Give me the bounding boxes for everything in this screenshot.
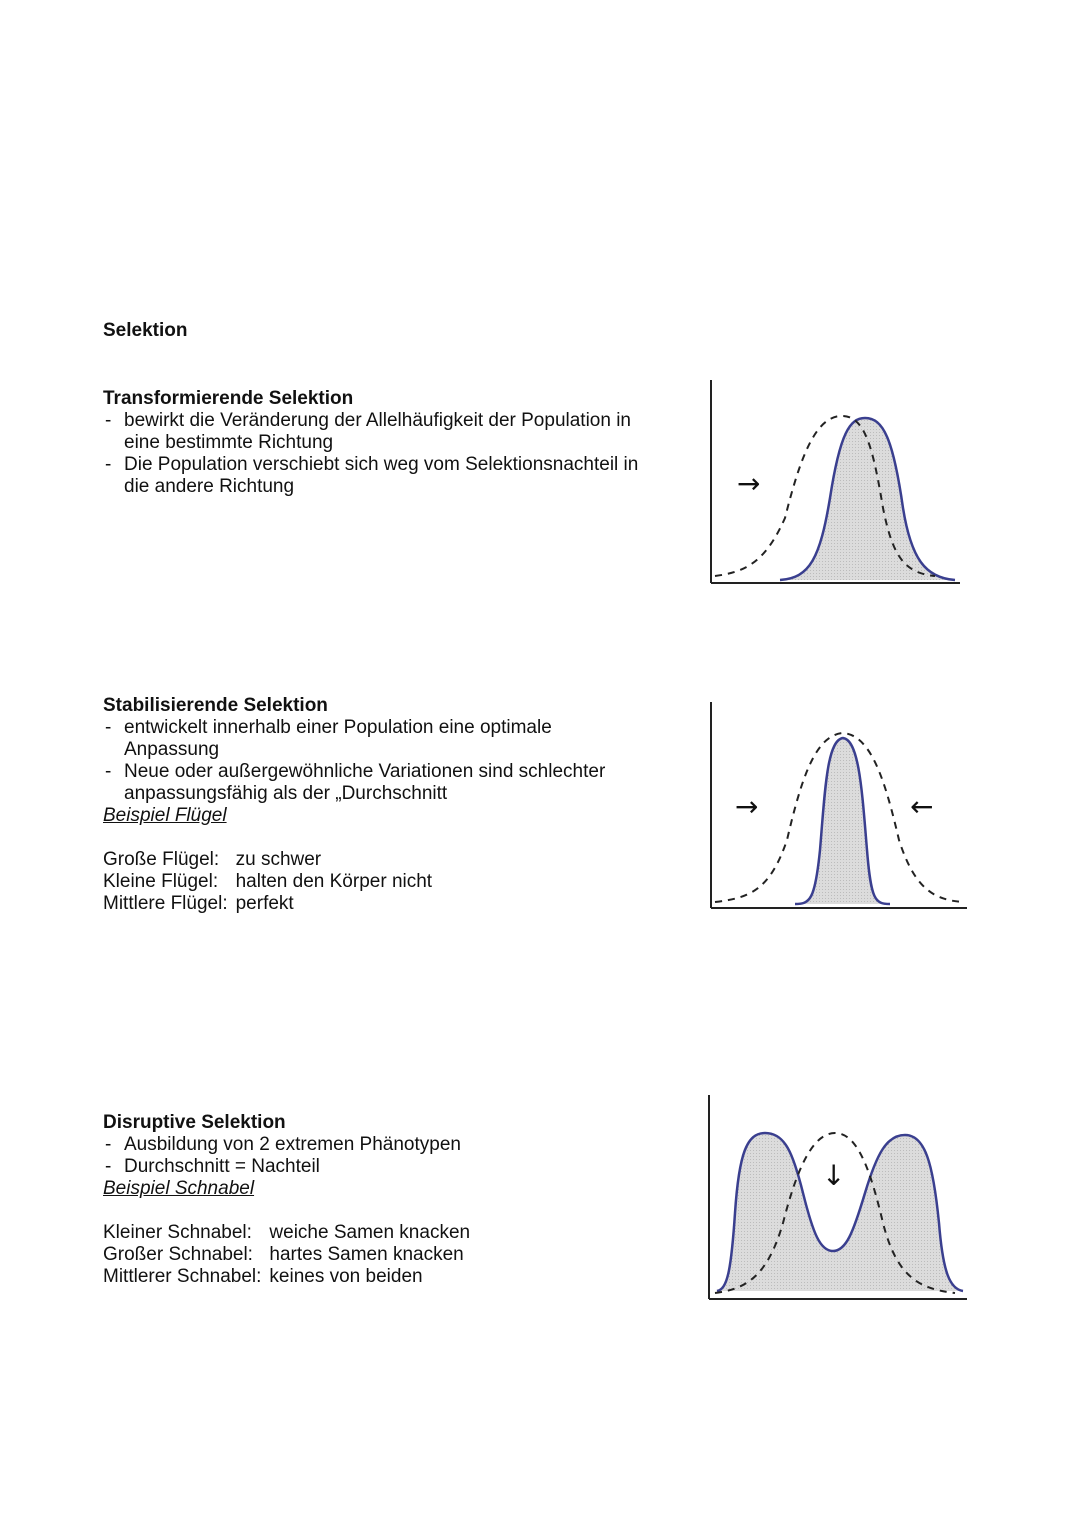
example-value: keines von beiden	[269, 1266, 423, 1287]
example-row	[103, 893, 432, 915]
disruptive-selection-diagram	[705, 1093, 970, 1305]
section-stabilisierende	[103, 695, 693, 915]
section-heading: Disruptive Selektion	[103, 1112, 286, 1133]
example-value: hartes Samen knacken	[269, 1244, 464, 1265]
example-table	[103, 1222, 470, 1288]
example-label: Kleiner Schnabel:	[103, 1222, 252, 1243]
example-row	[103, 849, 432, 871]
section-transformierende	[103, 388, 693, 498]
example-label: Mittlere Flügel:	[103, 893, 228, 914]
example-row	[103, 1266, 470, 1288]
bullet-item	[103, 761, 693, 805]
bullet-line: eine bestimmte Richtung	[124, 432, 334, 453]
section-disruptive	[103, 1112, 693, 1288]
left-arrow-icon: ←	[910, 790, 934, 823]
bullet-line: die andere Richtung	[124, 476, 295, 497]
bullet-item	[103, 717, 693, 761]
section-heading: Stabilisierende Selektion	[103, 695, 328, 716]
example-label: Großer Schnabel:	[103, 1244, 253, 1265]
section-heading: Transformierende Selektion	[103, 388, 354, 409]
bullet-dash: -	[105, 410, 112, 431]
bullet-line: entwickelt innerhalb einer Population eine optimale	[124, 717, 552, 738]
bullet-line: Durchschnitt = Nachteil	[124, 1156, 320, 1177]
example-value: perfekt	[235, 893, 294, 914]
bullet-item	[103, 1156, 693, 1178]
bullet-dash: -	[105, 1156, 112, 1177]
example-row	[103, 871, 432, 893]
bullet-line: Anpassung	[124, 739, 220, 760]
bullet-line: Die Population verschiebt sich weg vom Selektionsnachteil in	[124, 454, 639, 475]
bullet-item	[103, 410, 693, 454]
bullet-dash: -	[105, 761, 112, 782]
bullet-line: anpassungsfähig als der „Durchschnitt	[124, 783, 448, 804]
bullet-line: bewirkt die Veränderung der Allelhäufigkeit der Population in	[124, 410, 631, 431]
example-row	[103, 1244, 470, 1266]
bullet-line: Ausbildung von 2 extremen Phänotypen	[124, 1134, 461, 1155]
example-value: zu schwer	[235, 849, 322, 870]
down-arrow-icon: ↓	[822, 1159, 846, 1192]
bullet-dash: -	[105, 454, 112, 475]
example-table	[103, 849, 432, 915]
stabilizing-selection-diagram	[705, 700, 970, 912]
example-row	[103, 1222, 470, 1244]
example-value: halten den Körper nicht	[235, 871, 433, 892]
example-label: Kleine Flügel:	[103, 871, 219, 892]
shifted-distribution-fill	[780, 418, 955, 580]
right-arrow-icon: →	[737, 467, 761, 500]
page-title: Selektion	[103, 320, 188, 341]
example-label: Große Flügel:	[103, 849, 220, 870]
example-heading: Beispiel Flügel	[103, 805, 227, 826]
right-arrow-icon: →	[735, 790, 759, 823]
example-heading: Beispiel Schnabel	[103, 1178, 255, 1199]
directional-selection-diagram	[705, 378, 965, 588]
bullet-dash: -	[105, 717, 112, 738]
bullet-item	[103, 454, 693, 498]
bullet-line: Neue oder außergewöhnliche Variationen sind schlechter	[124, 761, 606, 782]
bullet-item	[103, 1134, 693, 1156]
example-label: Mittlerer Schnabel:	[103, 1266, 262, 1287]
bullet-dash: -	[105, 1134, 112, 1155]
example-value: weiche Samen knacken	[269, 1222, 471, 1243]
